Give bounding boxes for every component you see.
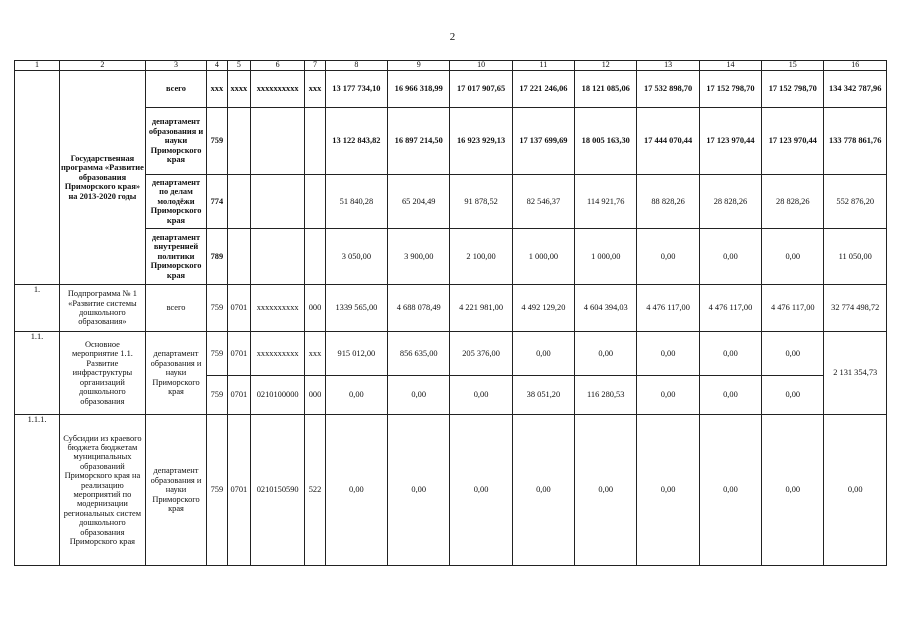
value-cell: 32 774 498,72 [824, 285, 887, 332]
value-cell: 2 131 354,73 [824, 332, 887, 415]
column-number: 4 [207, 61, 227, 71]
value-cell: 65 204,49 [388, 175, 450, 229]
program-total-row [15, 71, 887, 108]
column-number: 5 [227, 61, 251, 71]
value-cell: 0,00 [699, 229, 761, 285]
vr-cell: 000 [305, 285, 325, 332]
column-number: 9 [388, 61, 450, 71]
value-cell: 1 000,00 [512, 229, 574, 285]
csr-cell: 0210100000 [251, 376, 305, 415]
value-cell: 0,00 [637, 415, 699, 566]
value-cell: 18 005 163,30 [575, 108, 637, 175]
grbs-cell: 759 [207, 108, 227, 175]
value-cell: 0,00 [450, 415, 512, 566]
grbs-cell: ххх [207, 71, 227, 108]
value-cell: 11 050,00 [824, 229, 887, 285]
value-cell: 114 921,76 [575, 175, 637, 229]
responsible-cell: департамент образования и науки Приморского края [145, 332, 206, 415]
column-number: 10 [450, 61, 512, 71]
value-cell: 17 532 898,70 [637, 71, 699, 108]
program-department-row [15, 175, 887, 229]
responsible-cell: департамент по делам молодёжи Приморского края [145, 175, 206, 229]
csr-cell: 0210150590 [251, 415, 305, 566]
value-cell: 17 137 699,69 [512, 108, 574, 175]
value-cell: 0,00 [512, 415, 574, 566]
csr-cell: хххххххххх [251, 332, 305, 376]
value-cell: 82 546,37 [512, 175, 574, 229]
value-cell: 0,00 [388, 415, 450, 566]
event-name: Основное мероприятие 1.1. Развитие инфраструктуры организаций дошкольного образования [59, 332, 145, 415]
value-cell: 0,00 [762, 229, 824, 285]
column-number: 8 [325, 61, 387, 71]
vr-cell [305, 229, 325, 285]
value-cell: 0,00 [575, 415, 637, 566]
csr-cell [251, 175, 305, 229]
value-cell: 0,00 [699, 415, 761, 566]
value-cell: 0,00 [824, 415, 887, 566]
rzpr-cell: 0701 [227, 332, 251, 376]
value-cell: 856 635,00 [388, 332, 450, 376]
csr-cell [251, 229, 305, 285]
value-cell: 4 492 129,20 [512, 285, 574, 332]
column-number: 1 [15, 61, 60, 71]
column-number: 16 [824, 61, 887, 71]
responsible-cell: департамент образования и науки Приморского края [145, 415, 206, 566]
value-cell: 0,00 [762, 415, 824, 566]
csr-cell: хххххххххх [251, 285, 305, 332]
csr-cell [251, 108, 305, 175]
value-cell: 4 604 394,03 [575, 285, 637, 332]
grbs-cell: 759 [207, 285, 227, 332]
column-number: 7 [305, 61, 325, 71]
grbs-cell: 759 [207, 376, 227, 415]
value-cell: 1 000,00 [575, 229, 637, 285]
value-cell: 17 444 070,44 [637, 108, 699, 175]
csr-cell: хххххххххх [251, 71, 305, 108]
rzpr-cell [227, 229, 251, 285]
column-number: 6 [251, 61, 305, 71]
value-cell: 0,00 [637, 332, 699, 376]
rzpr-cell: хххх [227, 71, 251, 108]
vr-cell: 522 [305, 415, 325, 566]
value-cell: 17 152 798,70 [699, 71, 761, 108]
program-department-row [15, 108, 887, 175]
value-cell: 915 012,00 [325, 332, 387, 376]
value-cell: 17 221 246,06 [512, 71, 574, 108]
subprogram-name: Подпрограмма № 1 «Развитие системы дошкольного образования» [59, 285, 145, 332]
value-cell: 88 828,26 [637, 175, 699, 229]
value-cell: 17 123 970,44 [762, 108, 824, 175]
column-number-row [15, 61, 887, 71]
column-number: 11 [512, 61, 574, 71]
column-number: 14 [699, 61, 761, 71]
page-number: 2 [449, 31, 456, 43]
value-cell: 0,00 [512, 332, 574, 376]
value-cell: 38 051,20 [512, 376, 574, 415]
column-number: 3 [145, 61, 206, 71]
value-cell: 4 221 981,00 [450, 285, 512, 332]
value-cell: 0,00 [325, 376, 387, 415]
value-cell: 0,00 [450, 376, 512, 415]
row-number: 1. [15, 285, 60, 332]
value-cell: 133 778 861,76 [824, 108, 887, 175]
rzpr-cell: 0701 [227, 415, 251, 566]
value-cell: 0,00 [575, 332, 637, 376]
value-cell: 28 828,26 [762, 175, 824, 229]
value-cell: 16 966 318,99 [388, 71, 450, 108]
grbs-cell: 759 [207, 332, 227, 376]
vr-cell [305, 108, 325, 175]
grbs-cell: 789 [207, 229, 227, 285]
vr-cell: ххх [305, 332, 325, 376]
program-name: Государственная программа «Развитие образования Приморского края» на 2013-2020 годы [59, 71, 145, 285]
value-cell: 0,00 [762, 376, 824, 415]
value-cell: 0,00 [325, 415, 387, 566]
value-cell: 134 342 787,96 [824, 71, 887, 108]
vr-cell: ххх [305, 71, 325, 108]
value-cell: 1339 565,00 [325, 285, 387, 332]
measure-row [15, 415, 887, 566]
value-cell: 3 900,00 [388, 229, 450, 285]
value-cell: 4 476 117,00 [637, 285, 699, 332]
responsible-cell: всего [145, 71, 206, 108]
budget-table [14, 60, 887, 566]
rzpr-cell: 0701 [227, 376, 251, 415]
value-cell: 4 476 117,00 [699, 285, 761, 332]
value-cell: 0,00 [637, 229, 699, 285]
value-cell: 0,00 [699, 332, 761, 376]
value-cell: 91 878,52 [450, 175, 512, 229]
value-cell: 16 897 214,50 [388, 108, 450, 175]
program-department-row [15, 229, 887, 285]
vr-cell: 000 [305, 376, 325, 415]
value-cell: 0,00 [388, 376, 450, 415]
column-number: 15 [762, 61, 824, 71]
column-number: 12 [575, 61, 637, 71]
column-number: 2 [59, 61, 145, 71]
value-cell: 2 100,00 [450, 229, 512, 285]
value-cell: 17 152 798,70 [762, 71, 824, 108]
rzpr-cell: 0701 [227, 285, 251, 332]
value-cell: 3 050,00 [325, 229, 387, 285]
value-cell: 4 688 078,49 [388, 285, 450, 332]
row-number: 1.1.1. [15, 415, 60, 566]
responsible-cell: департамент образования и науки Приморского края [145, 108, 206, 175]
value-cell: 0,00 [762, 332, 824, 376]
responsible-cell: департамент внутренней политики Приморского края [145, 229, 206, 285]
value-cell: 17 017 907,65 [450, 71, 512, 108]
value-cell: 18 121 085,06 [575, 71, 637, 108]
value-cell: 16 923 929,13 [450, 108, 512, 175]
vr-cell [305, 175, 325, 229]
value-cell: 13 122 843,82 [325, 108, 387, 175]
measure-name: Субсидии из краевого бюджета бюджетам муниципальных образований Приморского края на реализацию мероприятий по модернизации региональных систем дошкольного образования Приморского края [59, 415, 145, 566]
row-number: 1.1. [15, 332, 60, 415]
value-cell: 205 376,00 [450, 332, 512, 376]
rzpr-cell [227, 108, 251, 175]
column-number: 13 [637, 61, 699, 71]
value-cell: 0,00 [637, 376, 699, 415]
value-cell: 4 476 117,00 [762, 285, 824, 332]
grbs-cell: 759 [207, 415, 227, 566]
value-cell: 28 828,26 [699, 175, 761, 229]
subprogram-row [15, 285, 887, 332]
value-cell: 17 123 970,44 [699, 108, 761, 175]
value-cell: 13 177 734,10 [325, 71, 387, 108]
responsible-cell: всего [145, 285, 206, 332]
program-number-cell [15, 71, 60, 285]
value-cell: 116 280,53 [575, 376, 637, 415]
event-row [15, 332, 887, 376]
value-cell: 0,00 [699, 376, 761, 415]
grbs-cell: 774 [207, 175, 227, 229]
value-cell: 552 876,20 [824, 175, 887, 229]
rzpr-cell [227, 175, 251, 229]
value-cell: 51 840,28 [325, 175, 387, 229]
